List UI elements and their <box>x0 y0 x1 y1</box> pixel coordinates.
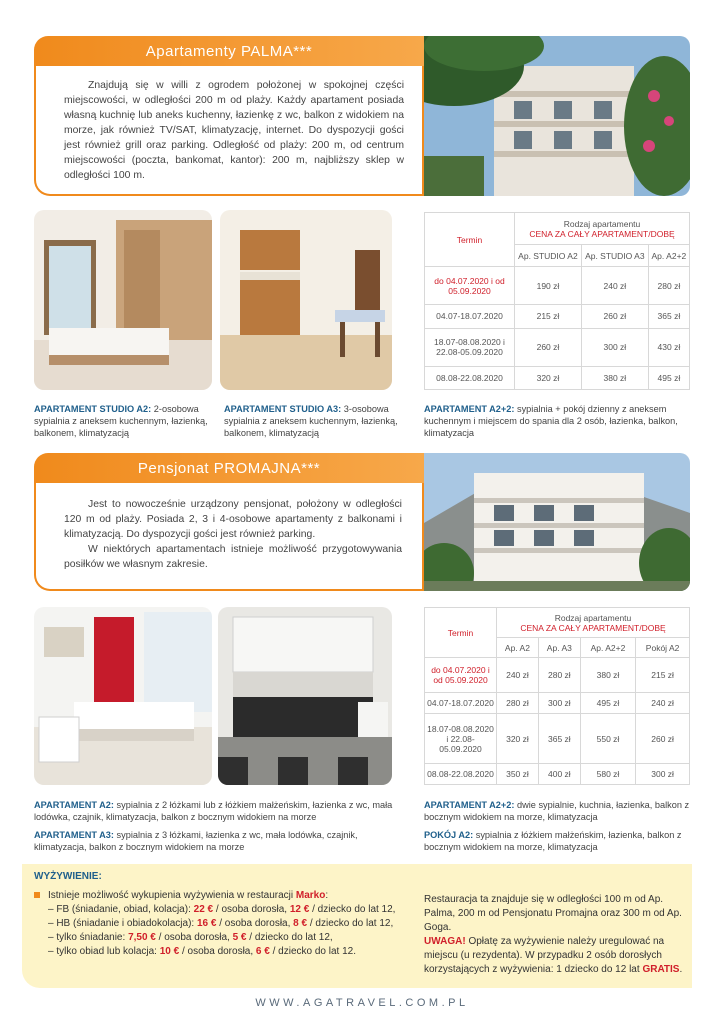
price-cell: 240 zł <box>636 693 690 714</box>
apartament-a3-photo <box>218 607 392 785</box>
caption-text: sypialnia z 2 łóżkami lub z łóżkiem małżeńskim, łazienka z wc, mała lodówka, czajnik, klimatyzacja, balkon z bocznym widokiem na morze <box>34 800 393 822</box>
adult-price: 7,50 € <box>128 932 156 943</box>
price-cell: 430 zł <box>648 328 689 366</box>
table-row <box>425 658 690 693</box>
caption-title: APARTAMENT A2: <box>34 800 114 810</box>
promajna-col-header: Ap. A2+2 <box>580 638 635 658</box>
palma-title-text: Apartamenty PALMA*** <box>145 42 313 60</box>
promajna-group-header <box>497 608 690 638</box>
price-cell: 495 zł <box>580 693 635 714</box>
food-line-hb <box>34 917 395 931</box>
child-price: 8 € <box>293 918 308 929</box>
palma-description-box <box>34 66 424 196</box>
palma-date-cell: 04.07-18.07.2020 <box>425 305 515 328</box>
palma-title <box>34 36 424 66</box>
palma-col-header: Ap. STUDIO A3 <box>581 245 648 267</box>
caption-text: 3-osobowa sypialnia z aneksem kuchennym, łazienką, balkonem, klimatyzacją <box>224 404 398 438</box>
promajna-date-cell: do 04.07.2020 i od 05.09.2020 <box>425 658 497 693</box>
studio-a2-photo <box>34 210 212 390</box>
caption-pokoj-a2 <box>424 829 692 853</box>
palma-group-header <box>515 213 690 245</box>
price-cell: 240 zł <box>497 658 539 693</box>
promajna-termin-header: Termin <box>425 608 497 658</box>
food-intro <box>34 889 395 903</box>
promajna-title <box>34 453 424 483</box>
promajna-col-header: Ap. A2 <box>497 638 539 658</box>
caption-text: sypialnia z łóżkiem małżeńskim, łazienka, balkon z bocznym widokiem na morze, klimatyzacja <box>424 830 682 852</box>
palma-description: Znajdują się w willi z ogrodem położonej w spokojnej części miejscowości, w odległości 200 m od plaży. Każdy apartament posiada własną kuchnię lub aneks kuchenny, łazienkę z wc, balkon z widokiem na morze, jak również TV/SAT, klimatyzację, internet. Do dyspozycji gości jest również grill oraz parking. Odległość od plaży: 200 m, od centrum miejscowości (poczta, bankomat, kantor): 200 m, najbliższy sklep w odległości 100 m. <box>64 80 404 181</box>
price-cell: 365 zł <box>648 305 689 328</box>
food-intro-end: : <box>325 890 329 901</box>
caption-studio-a3 <box>224 403 404 439</box>
food-line-mid: / osoba dorosła, <box>155 932 233 943</box>
table-row <box>425 693 690 714</box>
uwaga-label: UWAGA! <box>424 936 466 947</box>
price-cell: 260 zł <box>636 714 690 763</box>
food-note-text: Opłatę za wyżywienie należy uregulować na miejscu (u rezydenta). W przypadku 2 osób dorosłych korzystających z wyżywienia: 1 dziecko do 12 lat <box>424 936 665 975</box>
food-price-list <box>34 889 395 959</box>
palma-col-header: Ap. STUDIO A2 <box>515 245 582 267</box>
price-cell: 190 zł <box>515 267 582 305</box>
palma-building-photo <box>424 36 690 196</box>
promajna-price-table <box>424 607 690 785</box>
table-row <box>425 763 690 784</box>
price-cell: 215 zł <box>636 658 690 693</box>
promajna-description-1: Jest to nowocześnie urządzony pensjonat, położony w odległości 120 m od plaży. Posiada 2, 3 i 4-osobowe apartamenty z balkonami i klimatyzacją. Do dyspozycji gości jest również parking. <box>64 499 402 540</box>
caption-studio-a2 <box>34 403 214 439</box>
food-line-lunch-dinner <box>34 945 395 959</box>
price-cell: 400 zł <box>538 763 580 784</box>
caption-text: sypialnia z 3 łóżkami, łazienka z wc, mała lodówka, czajnik, klimatyzacja, balkon z bocznym widokiem na morze <box>34 830 358 852</box>
palma-price-table <box>424 212 690 390</box>
food-line-label: – HB (śniadanie i obiadokolacja): <box>48 918 197 929</box>
caption-title: POKÓJ A2: <box>424 830 474 840</box>
food-note-end: . <box>679 964 683 975</box>
child-price: 5 € <box>232 932 247 943</box>
promajna-col-header: Pokój A2 <box>636 638 690 658</box>
promajna-group-subtitle: CENA ZA CAŁY APARTAMENT/DOBĘ <box>520 622 666 633</box>
caption-text: 2-osobowa sypialnia z aneksem kuchennym, łazienką, balkonem, klimatyzacją <box>34 404 208 438</box>
promajna-date-cell: 04.07-18.07.2020 <box>425 693 497 714</box>
gratis-label: GRATIS <box>642 964 680 975</box>
food-title: WYŻYWIENIE: <box>34 871 102 882</box>
child-price: 12 € <box>289 904 310 915</box>
footer-url[interactable]: WWW.AGATRAVEL.COM.PL <box>255 997 469 1009</box>
food-line-label: – tylko obiad lub kolacja: <box>48 946 160 957</box>
price-cell: 280 zł <box>497 693 539 714</box>
promajna-description-2: W niektórych apartamentach istnieje możliwość przygotowywania posiłków we własnym zakresie. <box>64 544 402 570</box>
child-price: 6 € <box>255 946 270 957</box>
price-cell: 380 zł <box>581 366 648 389</box>
caption-apartament-a2 <box>34 799 404 823</box>
caption-a2-2 <box>424 403 692 439</box>
palma-group-title: Rodzaj apartamentu <box>563 218 641 229</box>
studio-a3-photo <box>220 210 392 390</box>
food-line-post: / dziecko do lat 12, <box>307 918 394 929</box>
price-cell: 550 zł <box>580 714 635 763</box>
price-cell: 350 zł <box>497 763 539 784</box>
food-line-post: / dziecko do lat 12, <box>309 904 396 915</box>
price-cell: 240 zł <box>581 267 648 305</box>
price-cell: 300 zł <box>581 328 648 366</box>
palma-termin-header: Termin <box>425 213 515 267</box>
caption-text: dwie sypialnie, kuchnia, łazienka, balkon z bocznym widokiem na morze, klimatyzacja <box>424 800 690 822</box>
table-row <box>425 328 690 366</box>
food-line-post: / dziecko do lat 12, <box>246 932 333 943</box>
bullet-icon <box>34 892 40 898</box>
adult-price: 22 € <box>193 904 214 915</box>
promajna-date-cell: 08.08-22.08.2020 <box>425 763 497 784</box>
price-cell: 495 zł <box>648 366 689 389</box>
palma-date-cell: 18.07-08.08.2020 i 22.08-05.09.2020 <box>425 328 515 366</box>
table-row <box>425 267 690 305</box>
caption-apartament-a3 <box>34 829 404 853</box>
price-cell: 300 zł <box>538 693 580 714</box>
promajna-title-text: Pensjonat PROMAJNA*** <box>137 459 321 477</box>
caption-title: APARTAMENT STUDIO A2: <box>34 404 152 414</box>
adult-price: 16 € <box>196 918 217 929</box>
promajna-date-cell: 18.07-08.08.2020 i 22.08-05.09.2020 <box>425 714 497 763</box>
caption-text: sypialnia + pokój dzienny z aneksem kuchennym i miejscem do spania dla 2 osób, łazienka, balkon, klimatyzacja <box>424 404 678 438</box>
price-cell: 300 zł <box>636 763 690 784</box>
caption-title: APARTAMENT A2+2: <box>424 404 515 414</box>
palma-date-cell: do 04.07.2020 i od 05.09.2020 <box>425 267 515 305</box>
restaurant-name: Marko <box>295 890 326 901</box>
food-line-label: – tylko śniadanie: <box>48 932 129 943</box>
price-cell: 280 zł <box>538 658 580 693</box>
price-cell: 260 zł <box>581 305 648 328</box>
price-cell: 260 zł <box>515 328 582 366</box>
food-line-mid: / osoba dorosła, <box>213 904 290 915</box>
promajna-col-header: Ap. A3 <box>538 638 580 658</box>
adult-price: 10 € <box>159 946 180 957</box>
price-cell: 215 zł <box>515 305 582 328</box>
price-cell: 380 zł <box>580 658 635 693</box>
food-line-mid: / osoba dorosła, <box>216 918 294 929</box>
caption-title: APARTAMENT STUDIO A3: <box>224 404 342 414</box>
table-row <box>425 305 690 328</box>
price-cell: 320 zł <box>515 366 582 389</box>
caption-title: APARTAMENT A3: <box>34 830 114 840</box>
promajna-description-box <box>34 483 424 591</box>
food-intro-text: Istnieje możliwość wykupienia wyżywienia w restauracji <box>48 890 296 901</box>
table-row <box>425 366 690 389</box>
palma-col-header: Ap. A2+2 <box>648 245 689 267</box>
food-info <box>424 893 686 977</box>
food-line-label: – FB (śniadanie, obiad, kolacja): <box>48 904 194 915</box>
palma-group-subtitle: CENA ZA CAŁY APARTAMENT/DOBĘ <box>529 228 675 239</box>
apartament-a2-photo <box>34 607 212 785</box>
promajna-group-title: Rodzaj apartamentu <box>554 612 632 623</box>
price-cell: 580 zł <box>580 763 635 784</box>
food-line-mid: / osoba dorosła, <box>179 946 256 957</box>
food-info-location: Restauracja ta znajduje się w odległości 100 m od Ap. Palma, 200 m od Pensjonatu Promajna oraz 300 m od Ap. Goga. <box>424 894 682 933</box>
price-cell: 280 zł <box>648 267 689 305</box>
food-info-note <box>424 935 686 977</box>
caption-promajna-a2-2 <box>424 799 692 823</box>
table-row <box>425 714 690 763</box>
promajna-building-photo <box>424 453 690 591</box>
price-cell: 365 zł <box>538 714 580 763</box>
palma-date-cell: 08.08-22.08.2020 <box>425 366 515 389</box>
food-line-breakfast <box>34 931 395 945</box>
food-line-post: / dziecko do lat 12. <box>269 946 356 957</box>
price-cell: 320 zł <box>497 714 539 763</box>
food-line-fb <box>34 903 395 917</box>
caption-title: APARTAMENT A2+2: <box>424 800 515 810</box>
